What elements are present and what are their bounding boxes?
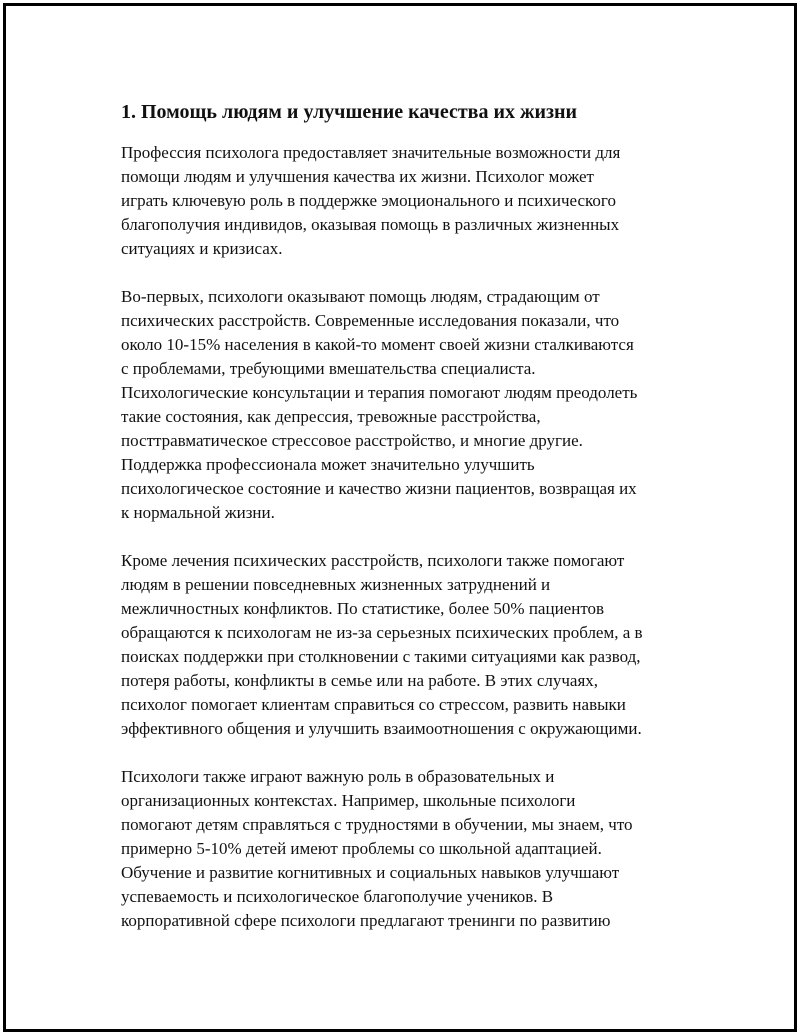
text-line: помощи людям и улучшения качества их жизни. Психолог может [121, 167, 594, 186]
paragraph-1 [121, 141, 701, 261]
text-line: Во-первых, психологи оказывают помощь людям, страдающим от [121, 287, 600, 306]
text-line: психолог помогает клиентам справиться со стрессом, развить навыки [121, 695, 626, 714]
document-body [121, 98, 701, 957]
text-line: помогают детям справляться с трудностями в обучении, мы знаем, что [121, 815, 633, 834]
text-line: Психологические консультации и терапия помогают людям преодолеть [121, 383, 638, 402]
text-line: около 10-15% населения в какой-то момент своей жизни сталкиваются [121, 335, 634, 354]
text-line: благополучия индивидов, оказывая помощь в различных жизненных [121, 215, 620, 234]
text-line: играть ключевую роль в поддержке эмоционального и психического [121, 191, 616, 210]
text-line: людям в решении повседневных жизненных затруднений и [121, 575, 551, 594]
text-line: поисках поддержки при столкновении с такими ситуациями как развод, [121, 647, 641, 666]
text-line: эффективного общения и улучшить взаимоотношения с окружающими. [121, 719, 642, 738]
text-line: ситуациях и кризисах. [121, 239, 283, 258]
text-line: посттравматическое стрессовое расстройство, и многие другие. [121, 431, 583, 450]
text-line: Обучение и развитие когнитивных и социальных навыков улучшают [121, 863, 620, 882]
text-line: корпоративной сфере психологи предлагают тренинги по развитию [121, 911, 611, 930]
text-line: примерно 5-10% детей имеют проблемы со школьной адаптацией. [121, 839, 602, 858]
paragraph-4 [121, 765, 701, 933]
text-line: к нормальной жизни. [121, 503, 275, 522]
text-line: Поддержка профессионала может значительно улучшить [121, 455, 535, 474]
text-line: организационных контекстах. Например, школьные психологи [121, 791, 576, 810]
text-line: такие состояния, как депрессия, тревожные расстройства, [121, 407, 541, 426]
text-line: Кроме лечения психических расстройств, психологи также помогают [121, 551, 625, 570]
text-line: с проблемами, требующими вмешательства специалиста. [121, 359, 536, 378]
section-heading: 1. Помощь людям и улучшение качества их жизни [121, 101, 578, 123]
page-frame [3, 3, 797, 1032]
text-line: психических расстройств. Современные исследования показали, что [121, 311, 620, 330]
text-line: Психологи также играют важную роль в образовательных и [121, 767, 555, 786]
text-line: обращаются к психологам не из-за серьезных психических проблем, а в [121, 623, 643, 642]
text-line: успеваемость и психологическое благополучие учеников. В [121, 887, 554, 906]
text-line: Профессия психолога предоставляет значительные возможности для [121, 143, 621, 162]
paragraph-2 [121, 285, 701, 525]
text-line: потеря работы, конфликты в семье или на работе. В этих случаях, [121, 671, 599, 690]
text-line: психологическое состояние и качество жизни пациентов, возвращая их [121, 479, 637, 498]
paragraph-3 [121, 549, 701, 741]
text-line: межличностных конфликтов. По статистике, более 50% пациентов [121, 599, 605, 618]
